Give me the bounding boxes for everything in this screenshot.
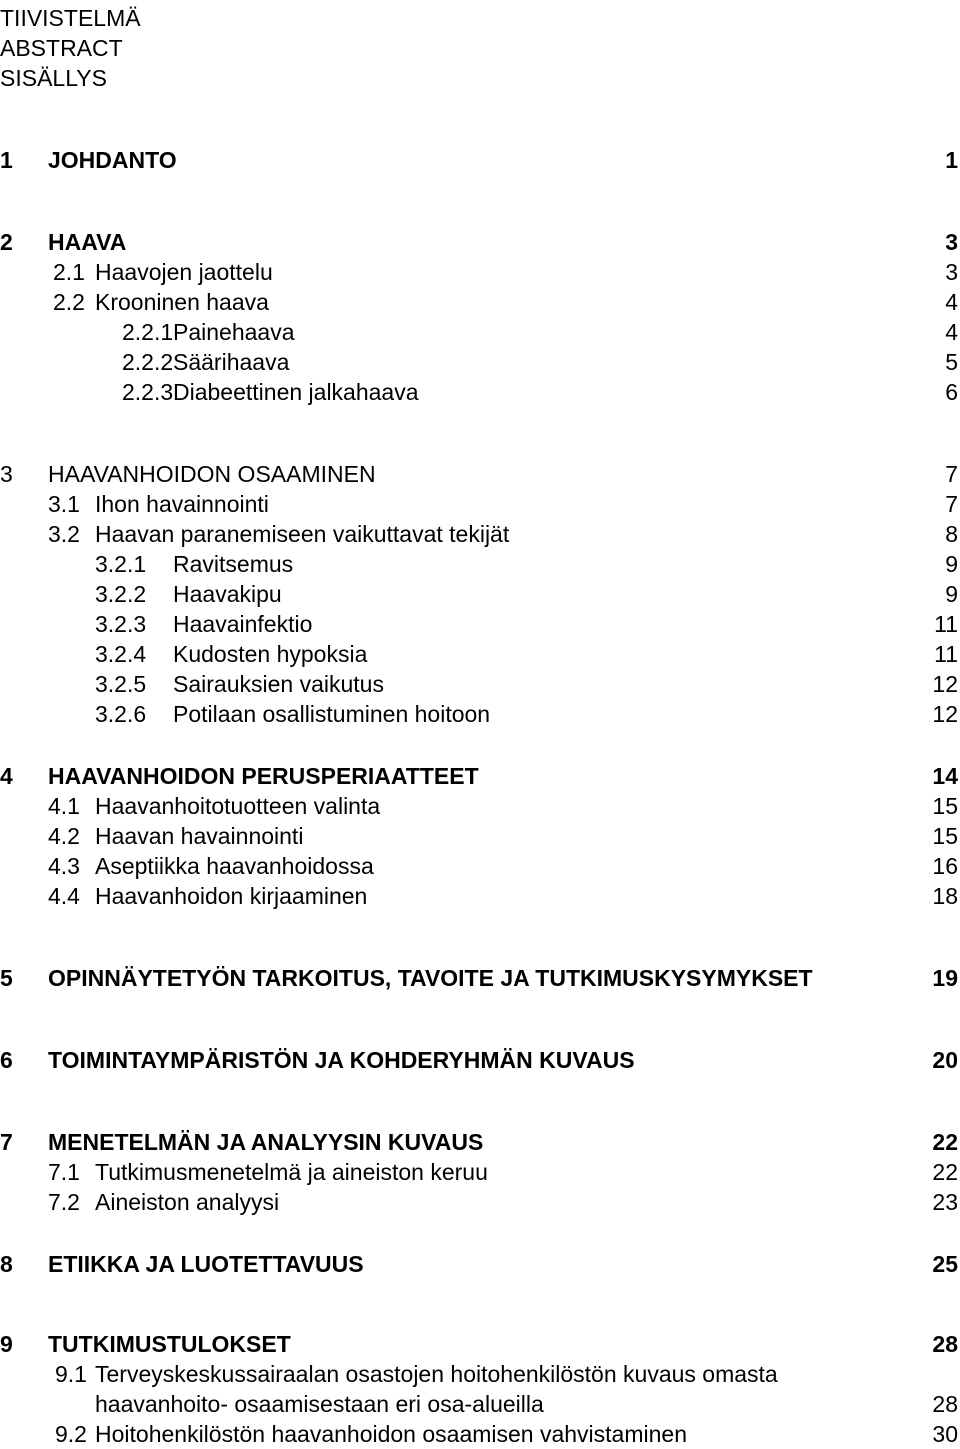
toc-entry-title: Painehaava — [173, 319, 295, 345]
toc-entry-number: 4.4 — [48, 883, 80, 909]
toc-entry — [0, 1045, 960, 1075]
toc-entry-page: 6 — [945, 379, 958, 405]
toc-entry — [0, 1419, 960, 1449]
toc-entry-page: 25 — [932, 1251, 958, 1277]
toc-entry-number: 9.2 — [55, 1421, 87, 1447]
toc-entry-number: 3.2.4 — [95, 641, 147, 667]
toc-entry-number: 2.2.1 — [122, 319, 174, 345]
toc-entry-page: 11 — [934, 611, 958, 637]
toc-entry-title: Krooninen haava — [95, 289, 269, 315]
toc-entry-title: Ravitsemus — [173, 551, 294, 577]
toc-entry-title: Sairauksien vaikutus — [173, 671, 384, 697]
toc-entry-title: Haavanhoidon kirjaaminen — [95, 883, 368, 909]
toc-entry-title: Haavan havainnointi — [95, 823, 304, 849]
toc-entry — [0, 609, 960, 639]
toc-entry-title: Potilaan osallistuminen hoitoon — [173, 701, 491, 727]
toc-entry-page: 20 — [932, 1047, 958, 1073]
toc-entry — [0, 317, 960, 347]
toc-entry — [0, 881, 960, 911]
toc-entry-title: Haavanhoitotuotteen valinta — [95, 793, 381, 819]
toc-entry — [0, 459, 960, 489]
toc-entry-number: 2 — [0, 229, 13, 255]
toc-entry-title: Hoitohenkilöstön haavanhoidon osaamisen vahvistaminen — [95, 1421, 687, 1447]
toc-entry-title: HAAVA — [48, 229, 127, 255]
toc-entry-number: 4.2 — [48, 823, 80, 849]
toc-entry-page: 9 — [945, 581, 958, 607]
toc-entry-title: Tutkimusmenetelmä ja aineiston keruu — [95, 1159, 488, 1185]
toc-entry — [0, 347, 960, 377]
toc-entry-number: 4.3 — [48, 853, 80, 879]
toc-entry-title: Diabeettinen jalkahaava — [173, 379, 419, 405]
toc-entry-number: 3.1 — [48, 491, 80, 517]
toc-entry-number: 1 — [0, 147, 13, 173]
toc-entry-page: 3 — [945, 259, 958, 285]
toc-entry-page: 30 — [932, 1421, 958, 1447]
toc-entry-title: Haavojen jaottelu — [95, 259, 273, 285]
toc-entry-number: 2.2.3 — [122, 379, 174, 405]
toc-entry-page: 12 — [932, 701, 958, 727]
toc-entry-page: 22 — [932, 1129, 958, 1155]
toc-entry-page: 16 — [932, 853, 958, 879]
toc-entry — [0, 669, 960, 699]
toc-entry-page: 8 — [945, 521, 958, 547]
toc-entry-page: 15 — [932, 823, 958, 849]
toc-entry-page: 1 — [945, 147, 958, 173]
toc-entry-title: Terveyskeskussairaalan osastojen hoitohenkilöstön kuvaus omasta — [95, 1361, 778, 1387]
toc-entry-number: 3.2.2 — [95, 581, 147, 607]
toc-entry-number: 9 — [0, 1331, 13, 1357]
toc-entry-page: 28 — [932, 1331, 958, 1357]
toc-entry-number: 4.1 — [48, 793, 80, 819]
toc-entry — [0, 227, 960, 257]
toc-entry-page: 14 — [932, 763, 958, 789]
toc-entry — [0, 821, 960, 851]
toc-entry-page: 11 — [934, 641, 958, 667]
toc-entry — [0, 1389, 960, 1419]
toc-entry-number: 2.1 — [53, 259, 85, 285]
toc-entry-number: 2.2 — [53, 289, 85, 315]
toc-entry-title: Haavakipu — [173, 581, 282, 607]
toc-entry — [0, 519, 960, 549]
toc-entry-page: 15 — [932, 793, 958, 819]
toc-entry — [0, 145, 960, 175]
toc-entry-number: 6 — [0, 1047, 13, 1073]
toc-entry-page: 4 — [945, 289, 958, 315]
toc-entry — [0, 699, 960, 729]
toc-entry-title: Ihon havainnointi — [95, 491, 269, 517]
toc-entry — [0, 1127, 960, 1157]
toc-entry-title: Kudosten hypoksia — [173, 641, 368, 667]
toc-entry-title: HAAVANHOIDON PERUSPERIAATTEET — [48, 763, 479, 789]
toc-entry-title: MENETELMÄN JA ANALYYSIN KUVAUS — [48, 1129, 484, 1155]
toc-entry — [0, 761, 960, 791]
toc-entry-title: OPINNÄYTETYÖN TARKOITUS, TAVOITE JA TUTKIMUSKYSYMYKSET — [48, 965, 813, 991]
toc-entry — [0, 1249, 960, 1279]
toc-entry-page: 5 — [945, 349, 958, 375]
toc-entry-title: Haavainfektio — [173, 611, 313, 637]
toc-entry-number: 3.2.3 — [95, 611, 147, 637]
toc-entry-number: 7.2 — [48, 1189, 80, 1215]
toc-entry-title: Aseptiikka haavanhoidossa — [95, 853, 374, 879]
toc-entry — [0, 963, 960, 993]
toc-entry-page: 4 — [945, 319, 958, 345]
toc-entry-title: TUTKIMUSTULOKSET — [48, 1331, 291, 1357]
toc-entry — [0, 639, 960, 669]
toc-entry-number: 5 — [0, 965, 13, 991]
toc-entry-page: 23 — [932, 1189, 958, 1215]
toc-entry-page: 22 — [932, 1159, 958, 1185]
toc-entry — [0, 287, 960, 317]
toc-entry-title: Säärihaava — [173, 349, 290, 375]
toc-entry — [0, 1329, 960, 1359]
toc-entry — [0, 851, 960, 881]
toc-entry-page: 19 — [932, 965, 958, 991]
toc-entry-title: Haavan paranemiseen vaikuttavat tekijät — [95, 521, 510, 547]
toc-entry-page: 18 — [932, 883, 958, 909]
toc-entry — [0, 549, 960, 579]
toc-entry-number: 3 — [0, 461, 13, 487]
toc-entry — [0, 1187, 960, 1217]
toc-entry-title: JOHDANTO — [48, 147, 177, 173]
toc-entry-number: 3.2.1 — [95, 551, 147, 577]
toc-entry-title: HAAVANHOIDON OSAAMINEN — [48, 461, 376, 487]
front-item-tiivistelma: TIIVISTELMÄ — [0, 5, 141, 31]
toc-entry-number: 7 — [0, 1129, 13, 1155]
toc-entry-page: 7 — [945, 461, 958, 487]
toc-entry-number: 7.1 — [48, 1159, 80, 1185]
toc-entry-title: Aineiston analyysi — [95, 1189, 280, 1215]
toc-entry-page: 12 — [932, 671, 958, 697]
toc-entry-number: 9.1 — [55, 1361, 87, 1387]
front-item-sisallys: SISÄLLYS — [0, 65, 107, 91]
toc-entry-number: 2.2.2 — [122, 349, 174, 375]
toc-entry-page: 9 — [945, 551, 958, 577]
toc-entry-title: haavanhoito- osaamisestaan eri osa-alueilla — [95, 1391, 544, 1417]
toc-entry — [0, 1157, 960, 1187]
toc-entry-number: 4 — [0, 763, 13, 789]
toc-entry — [0, 489, 960, 519]
toc-entry-number: 3.2.6 — [95, 701, 147, 727]
front-item-abstract: ABSTRACT — [0, 35, 123, 61]
toc-entry — [0, 1359, 960, 1389]
toc-entry-number: 3.2.5 — [95, 671, 147, 697]
toc-entry — [0, 377, 960, 407]
toc-entry-page: 3 — [945, 229, 958, 255]
toc-entry-page: 7 — [945, 491, 958, 517]
toc-entry — [0, 257, 960, 287]
toc-entry — [0, 579, 960, 609]
toc-entry-number: 3.2 — [48, 521, 80, 547]
toc-entry-number: 8 — [0, 1251, 13, 1277]
toc-entry-title: ETIIKKA JA LUOTETTAVUUS — [48, 1251, 364, 1277]
toc-entry-title: TOIMINTAYMPÄRISTÖN JA KOHDERYHMÄN KUVAUS — [48, 1047, 635, 1073]
toc-entry — [0, 791, 960, 821]
toc-entry-page: 28 — [932, 1391, 958, 1417]
